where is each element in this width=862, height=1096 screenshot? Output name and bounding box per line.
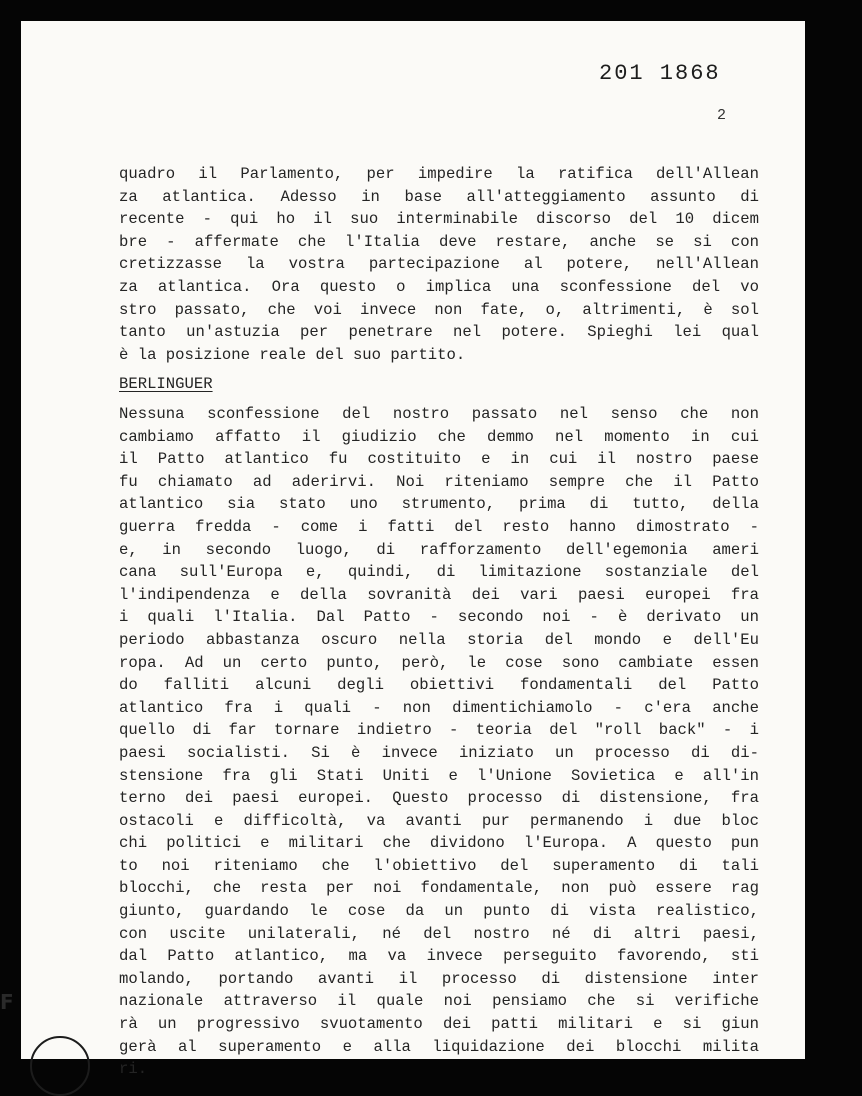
text-line: za atlantica. Ora questo o implica una sconfessione del vo — [119, 277, 759, 296]
text-line: atlantico sia stato uno strumento, prima di tutto, della — [119, 495, 759, 514]
text-line: giunto, guardando le cose da un punto di vista realistico, — [119, 902, 759, 921]
text-line: nazionale attraverso il quale noi pensiamo che si verifiche — [119, 992, 759, 1011]
text-line: guerra fredda - come i fatti del resto hanno dimostrato - — [119, 517, 759, 536]
text-line: atlantico fra i quali - non dimentichiamolo - c'era anche — [119, 698, 759, 717]
text-line: e, in secondo luogo, di rafforzamento dell'egemonia ameri — [119, 540, 759, 559]
text-line: dal Patto atlantico, ma va invece perseguito favorendo, sti — [119, 947, 759, 966]
text-line: do falliti alcuni degli obiettivi fondamentali del Patto — [119, 676, 759, 695]
text-line: con uscite unilaterali, né del nostro né di altri paesi, — [119, 924, 759, 943]
text-line: gerà al superamento e alla liquidazione dei blocchi milita — [119, 1037, 759, 1056]
text-line: bre - affermate che l'Italia deve restare, anche se si con — [119, 232, 759, 251]
text-line: rà un progressivo svuotamento dei patti militari e si giun — [119, 1015, 759, 1034]
text-line: Nessuna sconfessione del nostro passato nel senso che non — [119, 405, 759, 423]
document-page — [21, 21, 805, 1079]
answer-paragraph — [119, 403, 759, 1081]
text-line: ri. — [119, 1060, 148, 1079]
text-line: molando, portando avanti il processo di distensione inter — [119, 969, 759, 988]
text-line: cambiamo affatto il giudizio che demmo nel momento in cui — [119, 427, 759, 446]
text-line: paesi socialisti. Si è invece iniziato un processo di di- — [119, 743, 759, 762]
corner-watermark: F — [0, 990, 14, 1014]
corner-circle-mark — [30, 1036, 90, 1096]
text-line: recente - qui ho il suo interminabile discorso del 10 dicem — [119, 210, 759, 229]
text-line: quadro il Parlamento, per impedire la ratifica dell'Allean — [119, 165, 759, 183]
text-line: tanto un'astuzia per penetrare nel potere. Spieghi lei qual — [119, 323, 759, 342]
text-line: to noi riteniamo che l'obiettivo del superamento di tali — [119, 856, 759, 875]
text-line: chi politici e militari che dividono l'Europa. A questo pun — [119, 834, 759, 853]
page-number: 2 — [717, 107, 727, 124]
speaker-name: BERLINGUER — [119, 375, 213, 393]
text-line: è la posizione reale del suo partito. — [119, 345, 466, 364]
text-line: ostacoli e difficoltà, va avanti pur permanendo i due bloc — [119, 811, 759, 830]
text-line: quello di far tornare indietro - teoria del "roll back" - i — [119, 721, 759, 740]
text-line: il Patto atlantico fu costituito e in cui il nostro paese — [119, 450, 759, 469]
text-line: cretizzasse la vostra partecipazione al potere, nell'Allean — [119, 255, 759, 274]
text-line: stensione fra gli Stati Uniti e l'Unione Sovietica e all'in — [119, 766, 759, 785]
text-line: l'indipendenza e della sovranità dei vari paesi europei fra — [119, 585, 759, 604]
text-line: ropa. Ad un certo punto, però, le cose sono cambiate essen — [119, 653, 759, 672]
text-line: i quali l'Italia. Dal Patto - secondo noi - è derivato un — [119, 608, 759, 627]
document-number: 201 1868 — [599, 61, 721, 86]
text-line: cana sull'Europa e, quindi, di limitazione sostanziale del — [119, 563, 759, 582]
text-line: za atlantica. Adesso in base all'atteggiamento assunto di — [119, 187, 759, 206]
text-line: fu chiamato ad aderirvi. Noi riteniamo sempre che il Patto — [119, 472, 759, 491]
text-line: terno dei paesi europei. Questo processo di distensione, fra — [119, 789, 759, 808]
text-line: blocchi, che resta per noi fondamentale, non può essere rag — [119, 879, 759, 898]
text-line: stro passato, che voi invece non fate, o, altrimenti, è sol — [119, 300, 759, 319]
text-line: periodo abbastanza oscuro nella storia del mondo e dell'Eu — [119, 630, 759, 649]
question-paragraph — [119, 163, 759, 366]
